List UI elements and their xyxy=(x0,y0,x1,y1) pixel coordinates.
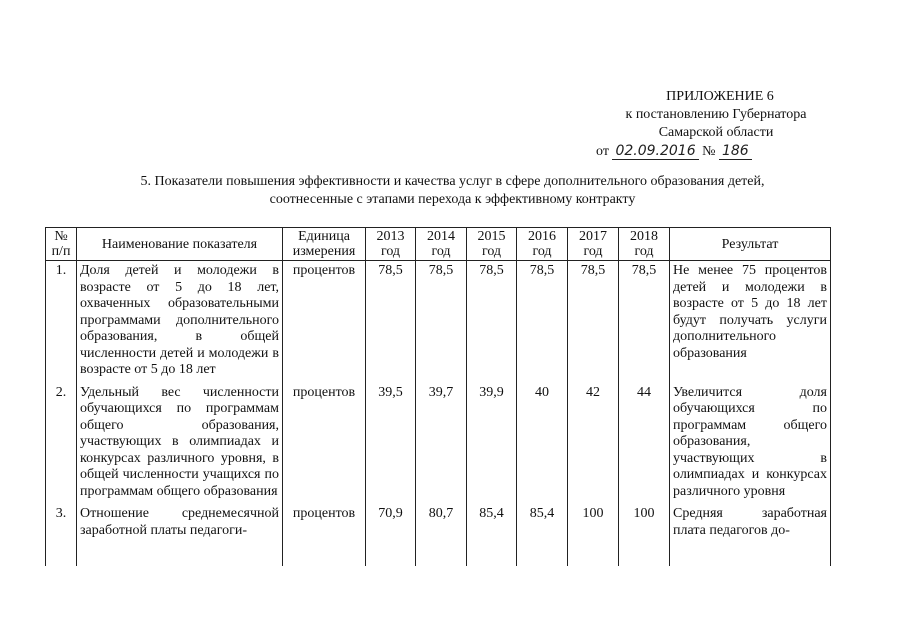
value-2018: 100 xyxy=(619,504,670,566)
appendix-date-line xyxy=(560,142,822,161)
value-2016: 85,4 xyxy=(517,504,568,566)
appendix-title: ПРИЛОЖЕНИЕ 6 xyxy=(666,89,774,104)
header-year-2013 xyxy=(366,228,416,261)
value-2015: 78,5 xyxy=(467,261,517,383)
indicator-name: Удельный вес численности обучающихся по программам общего образования, участвующих в олимпиадах и конкурсах различного уровня, в общей численности учащихся по программам общего образования xyxy=(77,383,283,505)
value-2014: 39,7 xyxy=(416,383,467,505)
header-year-value: 2014 xyxy=(427,229,455,244)
header-year-word: год xyxy=(380,244,401,259)
appendix-line-2: Самарской области xyxy=(658,125,774,140)
value-2014: 80,7 xyxy=(416,504,467,566)
header-unit xyxy=(283,228,366,261)
header-year-2017 xyxy=(568,228,619,261)
header-year-2018 xyxy=(619,228,670,261)
from-label: от xyxy=(596,144,609,159)
header-unit-line-2: измерения xyxy=(292,244,356,259)
result-cell: Не менее 75 процентов детей и молодежи в возрасте от 5 до 18 лет будут получать услуги дополнительного образования xyxy=(670,261,831,383)
unit-cell: процентов xyxy=(283,383,366,505)
number-label: № xyxy=(702,144,716,159)
appendix-line-1: к постановлению Губернатора xyxy=(625,107,807,122)
value-2018: 44 xyxy=(619,383,670,505)
value-2013: 70,9 xyxy=(366,504,416,566)
row-number: 3. xyxy=(46,504,77,566)
result-text: Средняя заработная плата педагогов до- xyxy=(673,506,827,538)
header-year-value: 2018 xyxy=(630,229,658,244)
value-2018: 78,5 xyxy=(619,261,670,383)
header-year-value: 2016 xyxy=(528,229,556,244)
table-header-row xyxy=(46,228,831,261)
table-row xyxy=(46,261,831,383)
header-year-2016 xyxy=(517,228,568,261)
header-year-word: год xyxy=(532,244,552,259)
value-2015: 85,4 xyxy=(467,504,517,566)
header-year-2014 xyxy=(416,228,467,261)
header-year-word: год xyxy=(481,244,502,259)
indicator-name: Доля детей и молодежи в возрасте от 5 до 18 лет, охваченных образовательными программами дополнительного образования, в общей численности детей и молодежи в возрасте от 5 до 18 лет xyxy=(77,261,283,383)
handwritten-date: 02.09.2016 xyxy=(612,143,698,160)
value-2013: 39,5 xyxy=(366,383,416,505)
table-row xyxy=(46,383,831,505)
header-year-value: 2017 xyxy=(579,229,607,244)
row-number: 2. xyxy=(46,383,77,505)
value-2017: 42 xyxy=(568,383,619,505)
unit-cell: процентов xyxy=(283,261,366,383)
row-number: 1. xyxy=(46,261,77,383)
table-row xyxy=(46,504,831,566)
value-2015: 39,9 xyxy=(467,383,517,505)
unit-cell: процентов xyxy=(283,504,366,566)
appendix-block xyxy=(560,88,822,161)
handwritten-number: 186 xyxy=(719,143,752,160)
indicator-name xyxy=(77,504,283,566)
header-result: Результат xyxy=(670,228,831,261)
value-2017: 78,5 xyxy=(568,261,619,383)
heading-line-1: 5. Показатели повышения эффективности и качества услуг в сфере дополнительного образования детей, xyxy=(140,174,765,189)
indicator-name-text: Отношение среднемесячной заработной платы педагоги- xyxy=(80,506,279,538)
header-year-value: 2013 xyxy=(376,229,405,244)
value-2017: 100 xyxy=(568,504,619,566)
header-year-2015 xyxy=(467,228,517,261)
result-cell: Увеличится доля обучающихся по программам общего образования, участвующих в олимпиадах и конкурсах различного уровня xyxy=(670,383,831,505)
heading-line-2: соотнесенные с этапами перехода к эффективному контракту xyxy=(269,192,636,207)
value-2016: 78,5 xyxy=(517,261,568,383)
result-cell xyxy=(670,504,831,566)
header-name: Наименование показателя xyxy=(77,228,283,261)
header-year-word: год xyxy=(431,244,451,259)
header-year-word: год xyxy=(583,244,603,259)
value-2016: 40 xyxy=(517,383,568,505)
header-unit-line-1: Единица xyxy=(298,229,350,244)
header-no xyxy=(46,228,77,261)
header-no-line-2: п/п xyxy=(51,244,71,259)
indicators-table xyxy=(45,227,831,566)
header-year-word: год xyxy=(634,244,654,259)
header-year-value: 2015 xyxy=(477,229,506,244)
header-no-line-1: № xyxy=(54,229,68,244)
value-2013: 78,5 xyxy=(366,261,416,383)
value-2014: 78,5 xyxy=(416,261,467,383)
section-heading xyxy=(80,173,825,209)
